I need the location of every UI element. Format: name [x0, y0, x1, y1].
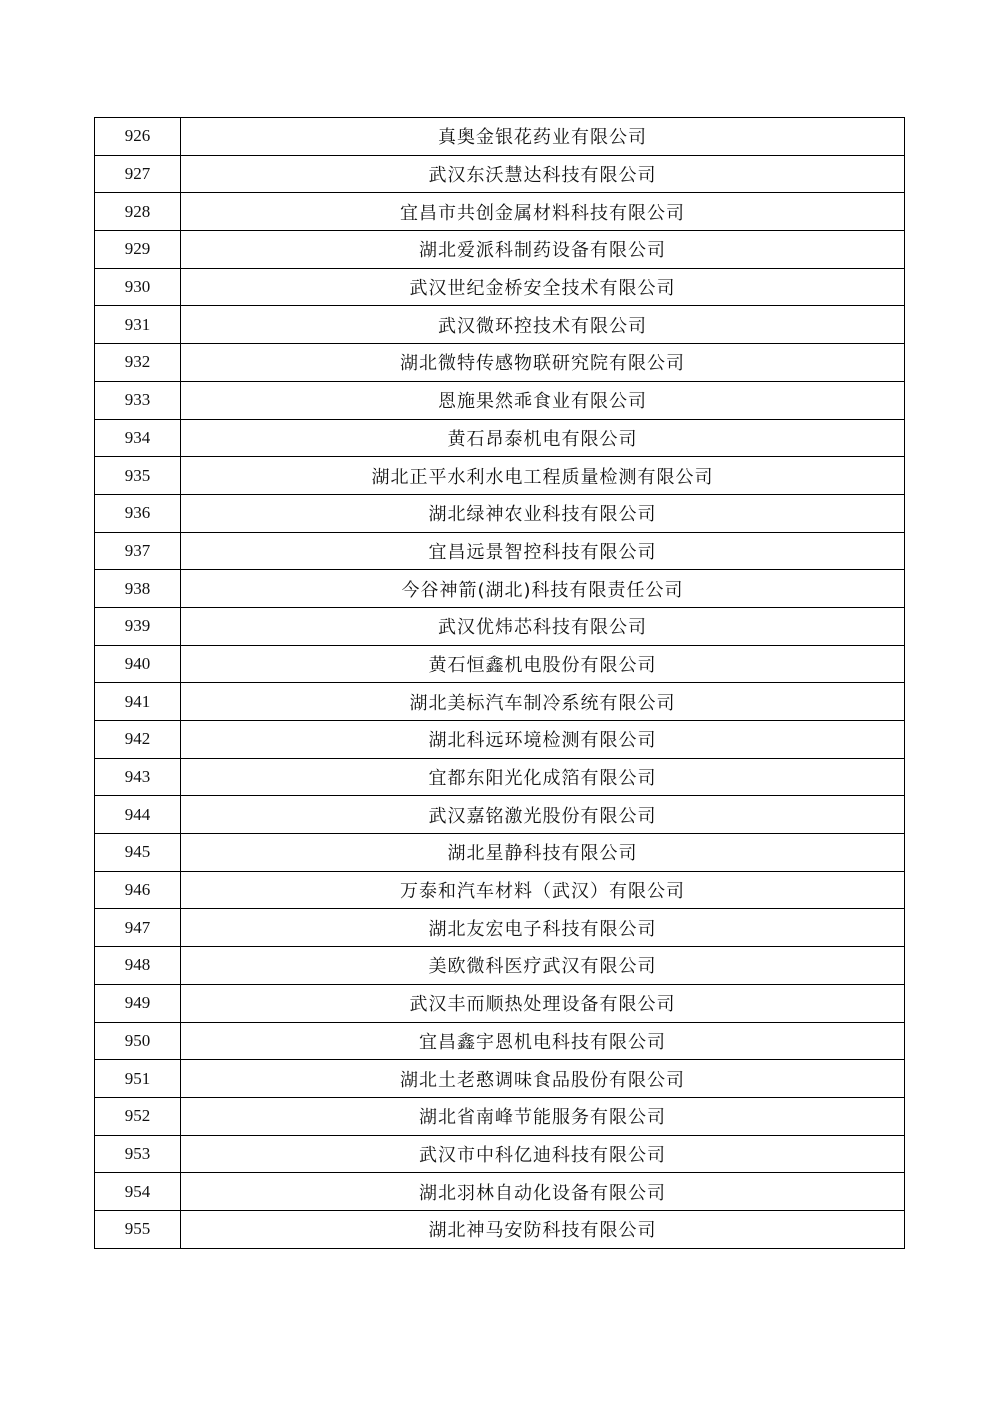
- table-row: [95, 155, 905, 193]
- table-row: [95, 306, 905, 344]
- company-name-cell: 宜都东阳光化成箔有限公司: [181, 758, 905, 796]
- table-row: [95, 419, 905, 457]
- company-name-cell: 湖北神马安防科技有限公司: [181, 1210, 905, 1248]
- table-row: [95, 796, 905, 834]
- company-name-cell: 湖北友宏电子科技有限公司: [181, 909, 905, 947]
- table-row: [95, 721, 905, 759]
- row-number-cell: 952: [95, 1097, 181, 1135]
- row-number-cell: 927: [95, 155, 181, 193]
- row-number-cell: 929: [95, 231, 181, 269]
- row-number-cell: 935: [95, 457, 181, 495]
- row-number-cell: 938: [95, 570, 181, 608]
- company-name-cell: 宜昌市共创金属材料科技有限公司: [181, 193, 905, 231]
- company-name-cell: 武汉丰而顺热处理设备有限公司: [181, 984, 905, 1022]
- table-row: [95, 494, 905, 532]
- company-name-cell: 湖北微特传感物联研究院有限公司: [181, 344, 905, 382]
- company-name-cell: 黄石恒鑫机电股份有限公司: [181, 645, 905, 683]
- table-row: [95, 1022, 905, 1060]
- table-row: [95, 984, 905, 1022]
- table-row: [95, 570, 905, 608]
- table-row: [95, 1210, 905, 1248]
- row-number-cell: 926: [95, 118, 181, 156]
- table-row: [95, 645, 905, 683]
- company-name-cell: 武汉市中科亿迪科技有限公司: [181, 1135, 905, 1173]
- table-row: [95, 834, 905, 872]
- row-number-cell: 931: [95, 306, 181, 344]
- row-number-cell: 930: [95, 268, 181, 306]
- table-row: [95, 909, 905, 947]
- row-number-cell: 939: [95, 607, 181, 645]
- table-row: [95, 607, 905, 645]
- company-name-cell: 湖北爱派科制药设备有限公司: [181, 231, 905, 269]
- table-row: [95, 758, 905, 796]
- company-name-cell: 湖北省南峰节能服务有限公司: [181, 1097, 905, 1135]
- table-row: [95, 1097, 905, 1135]
- company-name-cell: 今谷神箭(湖北)科技有限责任公司: [181, 570, 905, 608]
- company-name-cell: 湖北星静科技有限公司: [181, 834, 905, 872]
- table-row: [95, 231, 905, 269]
- table-row: [95, 1135, 905, 1173]
- row-number-cell: 944: [95, 796, 181, 834]
- company-name-cell: 黄石昂泰机电有限公司: [181, 419, 905, 457]
- table-row: [95, 1060, 905, 1098]
- row-number-cell: 940: [95, 645, 181, 683]
- company-name-cell: 湖北绿神农业科技有限公司: [181, 494, 905, 532]
- row-number-cell: 953: [95, 1135, 181, 1173]
- company-list-table: [94, 117, 905, 1249]
- company-name-cell: 美欧微科医疗武汉有限公司: [181, 947, 905, 985]
- company-name-cell: 湖北土老憨调味食品股份有限公司: [181, 1060, 905, 1098]
- row-number-cell: 932: [95, 344, 181, 382]
- row-number-cell: 945: [95, 834, 181, 872]
- row-number-cell: 950: [95, 1022, 181, 1060]
- company-name-cell: 武汉世纪金桥安全技术有限公司: [181, 268, 905, 306]
- table-row: [95, 532, 905, 570]
- table-body: [95, 118, 905, 1249]
- table-row: [95, 344, 905, 382]
- company-name-cell: 武汉东沃慧达科技有限公司: [181, 155, 905, 193]
- company-name-cell: 湖北美标汽车制冷系统有限公司: [181, 683, 905, 721]
- row-number-cell: 942: [95, 721, 181, 759]
- row-number-cell: 937: [95, 532, 181, 570]
- company-name-cell: 湖北正平水利水电工程质量检测有限公司: [181, 457, 905, 495]
- company-name-cell: 真奥金银花药业有限公司: [181, 118, 905, 156]
- company-name-cell: 宜昌鑫宇恩机电科技有限公司: [181, 1022, 905, 1060]
- row-number-cell: 943: [95, 758, 181, 796]
- row-number-cell: 955: [95, 1210, 181, 1248]
- row-number-cell: 947: [95, 909, 181, 947]
- company-name-cell: 武汉优炜芯科技有限公司: [181, 607, 905, 645]
- table-row: [95, 871, 905, 909]
- row-number-cell: 954: [95, 1173, 181, 1211]
- table-row: [95, 193, 905, 231]
- table-row: [95, 947, 905, 985]
- row-number-cell: 928: [95, 193, 181, 231]
- table-row: [95, 118, 905, 156]
- row-number-cell: 951: [95, 1060, 181, 1098]
- company-name-cell: 武汉微环控技术有限公司: [181, 306, 905, 344]
- table-row: [95, 683, 905, 721]
- row-number-cell: 934: [95, 419, 181, 457]
- company-name-cell: 恩施果然乖食业有限公司: [181, 381, 905, 419]
- row-number-cell: 941: [95, 683, 181, 721]
- row-number-cell: 949: [95, 984, 181, 1022]
- company-name-cell: 湖北科远环境检测有限公司: [181, 721, 905, 759]
- row-number-cell: 946: [95, 871, 181, 909]
- row-number-cell: 933: [95, 381, 181, 419]
- company-name-cell: 武汉嘉铭激光股份有限公司: [181, 796, 905, 834]
- company-name-cell: 湖北羽林自动化设备有限公司: [181, 1173, 905, 1211]
- table-row: [95, 268, 905, 306]
- table-row: [95, 1173, 905, 1211]
- table-row: [95, 457, 905, 495]
- table-row: [95, 381, 905, 419]
- row-number-cell: 936: [95, 494, 181, 532]
- company-name-cell: 宜昌远景智控科技有限公司: [181, 532, 905, 570]
- row-number-cell: 948: [95, 947, 181, 985]
- company-name-cell: 万泰和汽车材料（武汉）有限公司: [181, 871, 905, 909]
